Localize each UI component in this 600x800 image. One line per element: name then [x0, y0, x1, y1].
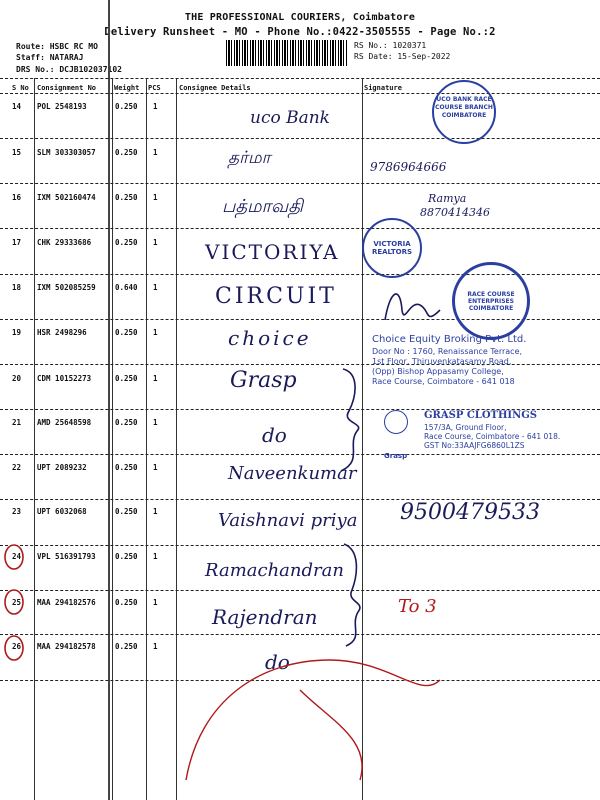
- row-pcs: 1: [153, 374, 158, 383]
- row-weight: 0.250: [115, 102, 138, 111]
- row-rule: [0, 228, 600, 229]
- row-pcs: 1: [153, 238, 158, 247]
- row-consignment: SLM 303303057: [37, 148, 96, 157]
- row-consignment: IXM 502085259: [37, 283, 96, 292]
- uco-bank-stamp: UCO BANK RACE COURSE BRANCH COIMBATORE: [432, 80, 496, 144]
- barcode: [226, 40, 348, 66]
- row-pcs: 1: [153, 552, 158, 561]
- row-weight: 0.250: [115, 193, 138, 202]
- race-course-stamp: RACE COURSE ENTERPRISES COIMBATORE: [452, 262, 530, 340]
- grasp-stamp-line: 157/3A, Ground Floor,: [424, 422, 507, 432]
- col-header-pcs: PCS: [148, 84, 161, 92]
- signature-scribble: [380, 280, 450, 330]
- row-weight: 0.250: [115, 328, 138, 337]
- grasp-logo-text: Grasp: [384, 452, 408, 460]
- header-top-rule: [0, 78, 600, 79]
- row-weight: 0.250: [115, 463, 138, 472]
- row-consignment: HSR 2498296: [37, 328, 87, 337]
- route-label: Route: HSBC RC MO: [16, 42, 98, 51]
- row-weight: 0.640: [115, 283, 138, 292]
- handwritten-consignee: do: [265, 650, 290, 674]
- handwritten-consignee: do: [262, 423, 287, 447]
- row-sno: 22: [12, 463, 22, 472]
- row-weight: 0.250: [115, 148, 138, 157]
- choice-stamp-line: (Opp) Bishop Appasamy College,: [372, 366, 504, 376]
- row-pcs: 1: [153, 328, 158, 337]
- signature-name: Ramya: [428, 192, 467, 205]
- row-weight: 0.250: [115, 507, 138, 516]
- row-consignment: MAA 294182576: [37, 598, 96, 607]
- drs-number: DRS No.: DCJB102037102: [16, 65, 122, 74]
- row-rule: [0, 454, 600, 455]
- handwritten-consignee: choice: [228, 326, 312, 350]
- handwritten-brace: [335, 365, 375, 475]
- row-consignment: AMD 25648598: [37, 418, 92, 427]
- rs-date: RS Date: 15-Sep-2022: [354, 52, 451, 61]
- row-sno: 18: [12, 283, 22, 292]
- handwritten-consignee: தர்மா: [228, 148, 271, 168]
- row-pcs: 1: [153, 598, 158, 607]
- signature-phone: 9500479533: [400, 500, 540, 525]
- row-sno: 17: [12, 238, 22, 247]
- grasp-stamp-line: GST No:33AAJFG6860L1ZS: [424, 441, 525, 451]
- row-rule: [0, 138, 600, 139]
- row-pcs: 1: [153, 283, 158, 292]
- row-sno: 19: [12, 328, 22, 337]
- row-consignment: VPL 516391793: [37, 552, 96, 561]
- row-consignment: POL 2548193: [37, 102, 87, 111]
- company-title: THE PROFESSIONAL COURIERS, Coimbatore: [184, 12, 416, 23]
- row-consignment: CHK 29333686: [37, 238, 92, 247]
- header-bottom-rule: [0, 93, 600, 94]
- handwritten-consignee: பத்மாவதி: [222, 196, 303, 217]
- handwritten-consignee: Naveenkumar: [228, 463, 357, 484]
- row-sno: 16: [12, 193, 22, 202]
- grasp-stamp: [384, 410, 584, 460]
- choice-stamp-name: Choice Equity Broking Pvt. Ltd.: [372, 334, 527, 345]
- runsheet-subtitle: Delivery Runsheet - MO - Phone No.:0422-3505555 - Page No.:2: [104, 26, 496, 38]
- handwritten-consignee: uco Bank: [250, 108, 330, 128]
- row-consignment: CDM 10152273: [37, 374, 92, 383]
- row-weight: 0.250: [115, 642, 138, 651]
- col-header-sno: S No: [12, 84, 29, 92]
- handwritten-consignee: VICTORIYA: [205, 240, 340, 264]
- row-consignment: UPT 2089232: [37, 463, 87, 472]
- row-sno: 25: [12, 598, 22, 607]
- row-sno: 15: [12, 148, 22, 157]
- signature-phone: 9786964666: [370, 160, 447, 174]
- grasp-stamp-line: Race Course, Coimbatore - 641 018.: [424, 431, 561, 441]
- row-consignment: UPT 6032068: [37, 507, 87, 516]
- redpen-markings: [0, 540, 600, 800]
- signature-phone: 8870414346: [420, 206, 490, 219]
- row-weight: 0.250: [115, 552, 138, 561]
- choice-stamp-line: Door No : 1760, Renaissance Terrace,: [372, 346, 523, 356]
- handwritten-consignee: CIRCUIT: [215, 284, 337, 309]
- row-weight: 0.250: [115, 374, 138, 383]
- handwritten-consignee: Rajendran: [212, 605, 318, 629]
- row-rule: [0, 183, 600, 184]
- row-sno: 23: [12, 507, 22, 516]
- row-pcs: 1: [153, 463, 158, 472]
- grasp-logo-icon: [384, 410, 408, 434]
- grasp-stamp-name: GRASP CLOTHINGS: [424, 410, 538, 421]
- row-sno: 21: [12, 418, 22, 427]
- col-header-consignee: Consignee Details: [179, 84, 251, 92]
- choice-stamp-line: Race Course, Coimbatore - 641 018: [372, 376, 515, 386]
- row-sno: 14: [12, 102, 22, 111]
- row-sno: 26: [12, 642, 22, 651]
- row-weight: 0.250: [115, 418, 138, 427]
- handwritten-consignee: Ramachandran: [205, 560, 344, 581]
- handwritten-consignee: Vaishnavi priya: [218, 510, 358, 531]
- rs-number: RS No.: 1020371: [354, 41, 427, 50]
- row-pcs: 1: [153, 642, 158, 651]
- col-header-weight: Weight: [114, 84, 140, 92]
- row-pcs: 1: [153, 193, 158, 202]
- col-header-consignment: Consignment No: [37, 84, 97, 92]
- handwritten-consignee: Grasp: [230, 368, 297, 393]
- row-pcs: 1: [153, 148, 158, 157]
- staff-label: Staff: NATARAJ: [16, 53, 84, 62]
- row-pcs: 1: [153, 507, 158, 516]
- row-weight: 0.250: [115, 598, 138, 607]
- row-sno: 24: [12, 552, 22, 561]
- col-header-signature: Signature: [364, 84, 402, 92]
- victoria-stamp: VICTORIA REALTORS: [362, 218, 422, 278]
- row-consignment: IXM 502160474: [37, 193, 96, 202]
- row-pcs: 1: [153, 102, 158, 111]
- row-consignment: MAA 294182578: [37, 642, 96, 651]
- row-weight: 0.250: [115, 238, 138, 247]
- choice-stamp: [372, 334, 592, 387]
- redpen-note: To 3: [398, 596, 437, 617]
- row-sno: 20: [12, 374, 22, 383]
- row-pcs: 1: [153, 418, 158, 427]
- choice-stamp-line: 1st Floor, Thiruvenkatasamy Road,: [372, 356, 512, 366]
